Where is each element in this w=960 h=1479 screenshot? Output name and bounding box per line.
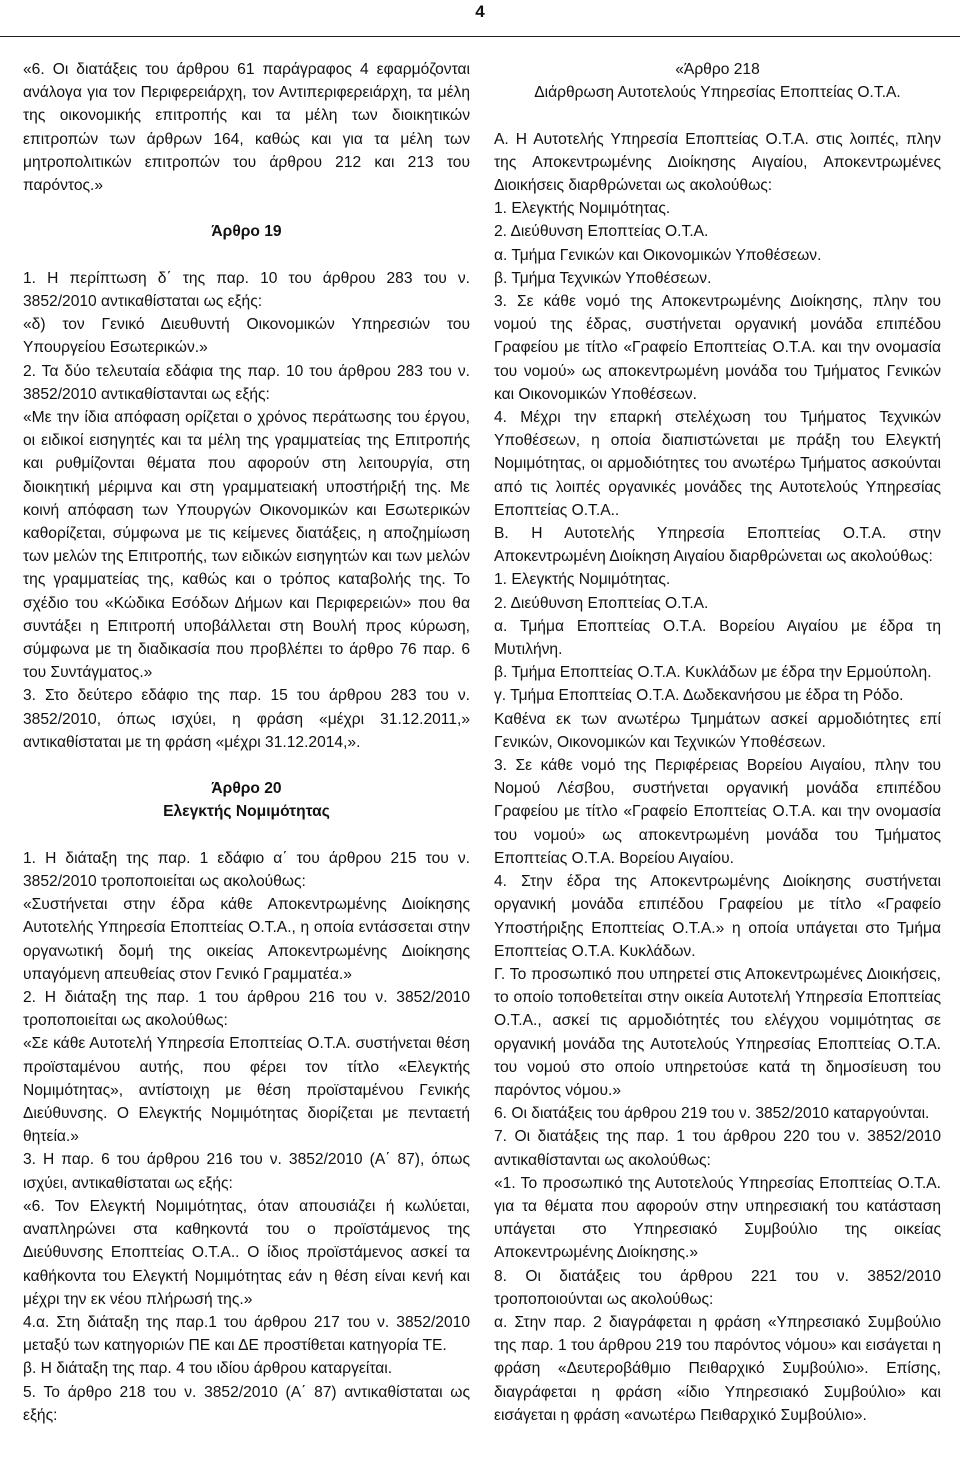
spacer xyxy=(23,244,470,267)
spacer xyxy=(23,197,470,220)
header-rule xyxy=(0,36,960,37)
quoted-article-heading: «Άρθρο 218 xyxy=(675,61,760,78)
paragraph: 4. Στην έδρα της Αποκεντρωμένης Διοίκησης συστήνεται οργανική μονάδα επιπέδου Γραφείου με τίτλο «Γραφείο Υποστήριξης Εποπτείας Ο.Τ.Α.» η οποία υπάγεται στο Τμήμα Εποπτείας Ο.Τ.Α. Κυκλάδων. xyxy=(494,873,941,960)
paragraph: α. Τμήμα Εποπτείας Ο.Τ.Α. Βορείου Αιγαίου με έδρα τη Μυτιλήνη. xyxy=(494,617,941,659)
quoted-article-heading: Διάρθρωση Αυτοτελούς Υπηρεσίας Εποπτείας Ο.Τ.Α. xyxy=(534,84,901,102)
paragraph: 5. Το άρθρο 218 του ν. 3852/2010 (Α΄ 87) αντικαθίσταται ως εξής: xyxy=(23,1383,470,1424)
paragraph: «1. Το προσωπικό της Αυτοτελούς Υπηρεσίας Εποπτείας Ο.Τ.Α. για τα θέματα που αφορούν στην υπηρεσιακή του κατάσταση υπάγεται στο Υπηρεσιακό Συμβούλιο της οικείας Αποκεντρωμένης Διοίκησης.» xyxy=(494,1174,941,1262)
paragraph: α. Τμήμα Γενικών και Οικονομικών Υποθέσεων. xyxy=(494,246,822,264)
paragraph: 1. Ελεγκτής Νομιμότητας. xyxy=(494,200,671,218)
paragraph: 2. Διεύθυνση Εποπτείας Ο.Τ.Α. xyxy=(494,223,709,241)
paragraph: Γ. Το προσωπικό που υπηρετεί στις Αποκεντρωμένες Διοικήσεις, το οποίο τοποθετείται στην οικεία Αυτοτελή Υπηρεσία Εποπτείας Ο.Τ.Α., ασκεί τις αρμοδιότητές του ελέγχου νομιμότητας σε οργανική μονάδα της Αυτοτελούς Υπηρεσίας Εποπτείας Ο.Τ.Α. του νομού στο οποίο υπηρετούσε κατά τη δημοσίευση του παρόντος νόμου.» xyxy=(494,965,941,1099)
paragraph: 7. Οι διατάξεις της παρ. 1 του άρθρου 220 του ν. 3852/2010 αντικαθίστανται ως ακολούθως: xyxy=(494,1128,941,1169)
paragraph: «Συστήνεται στην έδρα κάθε Αποκεντρωμένης Διοίκησης Αυτοτελής Υπηρεσία Εποπτείας Ο.Τ.Α., η οποία εντάσσεται στην οργανωτική δομή της οικείας Αποκεντρωμένης Διοίκησης υπαγόμενη απευθείας στον Γενικό Γραμματέα.» xyxy=(23,896,470,983)
paragraph: 3. Σε κάθε νομό της Αποκεντρωμένης Διοίκησης, πλην του νομού της έδρας, συστήνεται οργανική μονάδα επιπέδου Γραφείου με τίτλο «Γραφείο Εποπτείας Ο.Τ.Α. και την ονομασία του νομού» ως αποκεντρωμένη μονάδα του Τμήματος Γενικών και Οικονομικών Υποθέσεων. xyxy=(494,293,941,403)
paragraph: 2. Διεύθυνση Εποπτείας Ο.Τ.Α. xyxy=(494,594,709,612)
paragraph: «Σε κάθε Αυτοτελή Υπηρεσία Εποπτείας Ο.Τ.Α. συστήνεται θέση προϊσταμένου αυτής, που φέρει τον τίτλο «Ελεγκτής Νομιμότητας», αντίστοιχη με θέση προϊσταμένου Γενικής Διεύθυνσης. Ο Ελεγκτής Νομιμότητας διορίζεται με πενταετή θητεία.» xyxy=(23,1035,470,1146)
paragraph: 4.α. Στη διάταξη της παρ.1 του άρθρου 217 του ν. 3852/2010 μεταξύ των κατηγοριών ΠΕ και ΔΕ προστίθεται κατηγορία ΤΕ. xyxy=(23,1313,470,1355)
article-heading: Άρθρο 19 xyxy=(211,223,282,241)
paragraph: Β. Η Αυτοτελής Υπηρεσία Εποπτείας Ο.Τ.Α. στην Αποκεντρωμένη Διοίκηση Αιγαίου διαρθρώνεται ως ακολούθως: xyxy=(494,525,941,566)
paragraph: 8. Οι διατάξεις του άρθρου 221 του ν. 3852/2010 τροποποιούνται ως ακολούθως: xyxy=(494,1267,941,1308)
paragraph: γ. Τμήμα Εποπτείας Ο.Τ.Α. Δωδεκανήσου με έδρα τη Ρόδο. xyxy=(494,687,904,705)
paragraph: 3. Στο δεύτερο εδάφιο της παρ. 15 του άρθρου 283 του ν. 3852/2010, όπως ισχύει, η φράση «μέχρι 31.12.2011,» αντικαθίσταται με τη φράση «μέχρι 31.12.2014,». xyxy=(23,687,470,751)
paragraph: 3. Σε κάθε νομό της Περιφέρειας Βορείου Αιγαίου, πλην του Νομού Λέσβου, συστήνεται οργανική μονάδα επιπέδου Γραφείου με τίτλο «Γραφείο Εποπτείας Ο.Τ.Α. και την ονομασία του νομού» ως αποκεντρωμένη μονάδα του Τμήματος Εποπτείας Ο.Τ.Α. Βορείου Αιγαίου. xyxy=(494,757,941,867)
paragraph: 2. Η διάταξη της παρ. 1 του άρθρου 216 του ν. 3852/2010 τροποποιείται ως ακολούθως: xyxy=(23,989,470,1030)
paragraph: 3. Η παρ. 6 του άρθρου 216 του ν. 3852/2010 (Α΄ 87), όπως ισχύει, αντικαθίσταται ως εξής: xyxy=(23,1151,470,1192)
left-column xyxy=(23,58,470,1427)
paragraph: 2. Τα δύο τελευταία εδάφια της παρ. 10 του άρθρου 283 του ν. 3852/2010 αντικαθίστανται ως εξής: xyxy=(23,362,470,403)
article-heading: Ελεγκτής Νομιμότητας xyxy=(163,803,330,821)
spacer xyxy=(23,824,470,847)
paragraph: β. Τμήμα Εποπτείας Ο.Τ.Α. Κυκλάδων με έδρα την Ερμούπολη. xyxy=(494,664,932,682)
paragraph: Καθένα εκ των ανωτέρω Τμημάτων ασκεί αρμοδιότητες επί Γενικών, Οικονομικών και Τεχνικών Υποθέσεων. xyxy=(494,710,941,751)
paragraph: 1. Ελεγκτής Νομιμότητας. xyxy=(494,571,671,589)
paragraph: «6. Τον Ελεγκτή Νομιμότητας, όταν απουσιάζει ή κωλύεται, αναπληρώνει στα καθηκοντά του ο προϊστάμενος της Διεύθυνσης Εποπτείας Ο.Τ.Α.. Ο ίδιος προϊστάμενος ασκεί τα καθήκοντα του Ελεγκτή Νομιμότητας εάν η θέση είναι κενή και μέχρι την εκ νέου πλήρωσή της.» xyxy=(23,1197,470,1308)
paragraph: 4. Μέχρι την επαρκή στελέχωση του Τμήματος Τεχνικών Υποθέσεων, η οποία διαπιστώνεται με πράξη του Ελεγκτή Νομιμότητας, οι αρμοδιότητες του ανωτέρω Τμήματος ασκούνται από τις λοιπές οργανικές μονάδες της Αυτοτελούς Υπηρεσίας Εποπτείας Ο.Τ.Α.. xyxy=(494,409,941,519)
paragraph: β. Τμήμα Τεχνικών Υποθέσεων. xyxy=(494,269,712,287)
paragraph: «Με την ίδια απόφαση ορίζεται ο χρόνος περάτωσης του έργου, οι ειδικοί εισηγητές και τα μέλη της γραμματείας της Επιτροπής και ρυθμίζονται θέματα που αφορούν στη λειτουργία, στη διοικητική μέριμνα και στη γραμματειακή υποστήριξή της. Με κοινή απόφαση των Υπουργών Οικονομικών και Εσωτερικών καθορίζεται, σύμφωνα με τις κείμενες διατάξεις, η αποζημίωση των μελών της Επιτροπής, των ειδικών εισηγητών και των μελών της γραμματείας της, καθώς και ο τρόπος καταβολής της. Το σχέδιο του «Κώδικα Εσόδων Δήμων και Περιφερειών» που θα συντάξει η Επιτροπή υποβάλλεται στη Βουλή προς κύρωση, σύμφωνα με τη διαδικασία που προβλέπει το άρθρο 76 παρ. 6 του Συντάγματος.» xyxy=(23,409,470,682)
paragraph: α. Στην παρ. 2 διαγράφεται η φράση «Υπηρεσιακό Συμβούλιο της παρ. 1 του άρθρου 219 του παρόντος νόμου» και εισάγεται η φράση «Δευτεροβάθμιο Πειθαρχικό Συμβούλιο». Επίσης, διαγράφεται η φράση «ίδιο Υπηρεσιακό Συμβούλιο» και εισάγεται η φράση «ανωτέρω Πειθαρχικό Συμβούλιο». xyxy=(494,1313,941,1424)
spacer xyxy=(23,754,470,777)
paragraph: Α. Η Αυτοτελής Υπηρεσία Εποπτείας Ο.Τ.Α. στις λοιπές, πλην της Αποκεντρωμένης Διοίκησης Αιγαίου, Αποκεντρωμένες Διοικήσεις διαρθρώνεται ως ακολούθως: xyxy=(494,130,941,194)
paragraph: β. Η διάταξη της παρ. 4 του ιδίου άρθρου καταργείται. xyxy=(23,1360,393,1378)
paragraph: «δ) τον Γενικό Διευθυντή Οικονομικών Υπηρεσιών του Υπουργείου Εσωτερικών.» xyxy=(23,316,470,357)
page-number: 4 xyxy=(475,2,485,21)
paragraph: «6. Οι διατάξεις του άρθρου 61 παράγραφος 4 εφαρμόζονται ανάλογα για τον Περιφερειάρχη, τον Αντιπεριφερειάρχη, τα μέλη της οικονομικής επιτροπής και τα μέλη των διοικητικών επιτροπών των άρθρων 164, καθώς και για τα μέλη των μητροπολιτικών επιτροπών του άρθρου 212 και 213 του παρόντος.» xyxy=(23,61,470,195)
document-body xyxy=(0,58,960,1476)
paragraph: 6. Οι διατάξεις του άρθρου 219 του ν. 3852/2010 καταργούνται. xyxy=(494,1105,930,1123)
spacer xyxy=(494,104,941,127)
right-column xyxy=(494,58,941,1427)
article-heading: Άρθρο 20 xyxy=(211,780,282,798)
paragraph: 1. Η διάταξη της παρ. 1 εδάφιο α΄ του άρθρου 215 του ν. 3852/2010 τροποποιείται ως ακολούθως: xyxy=(23,849,470,891)
paragraph: 1. Η περίπτωση δ΄ της παρ. 10 του άρθρου 283 του ν. 3852/2010 αντικαθίσταται ως εξής: xyxy=(23,269,470,310)
